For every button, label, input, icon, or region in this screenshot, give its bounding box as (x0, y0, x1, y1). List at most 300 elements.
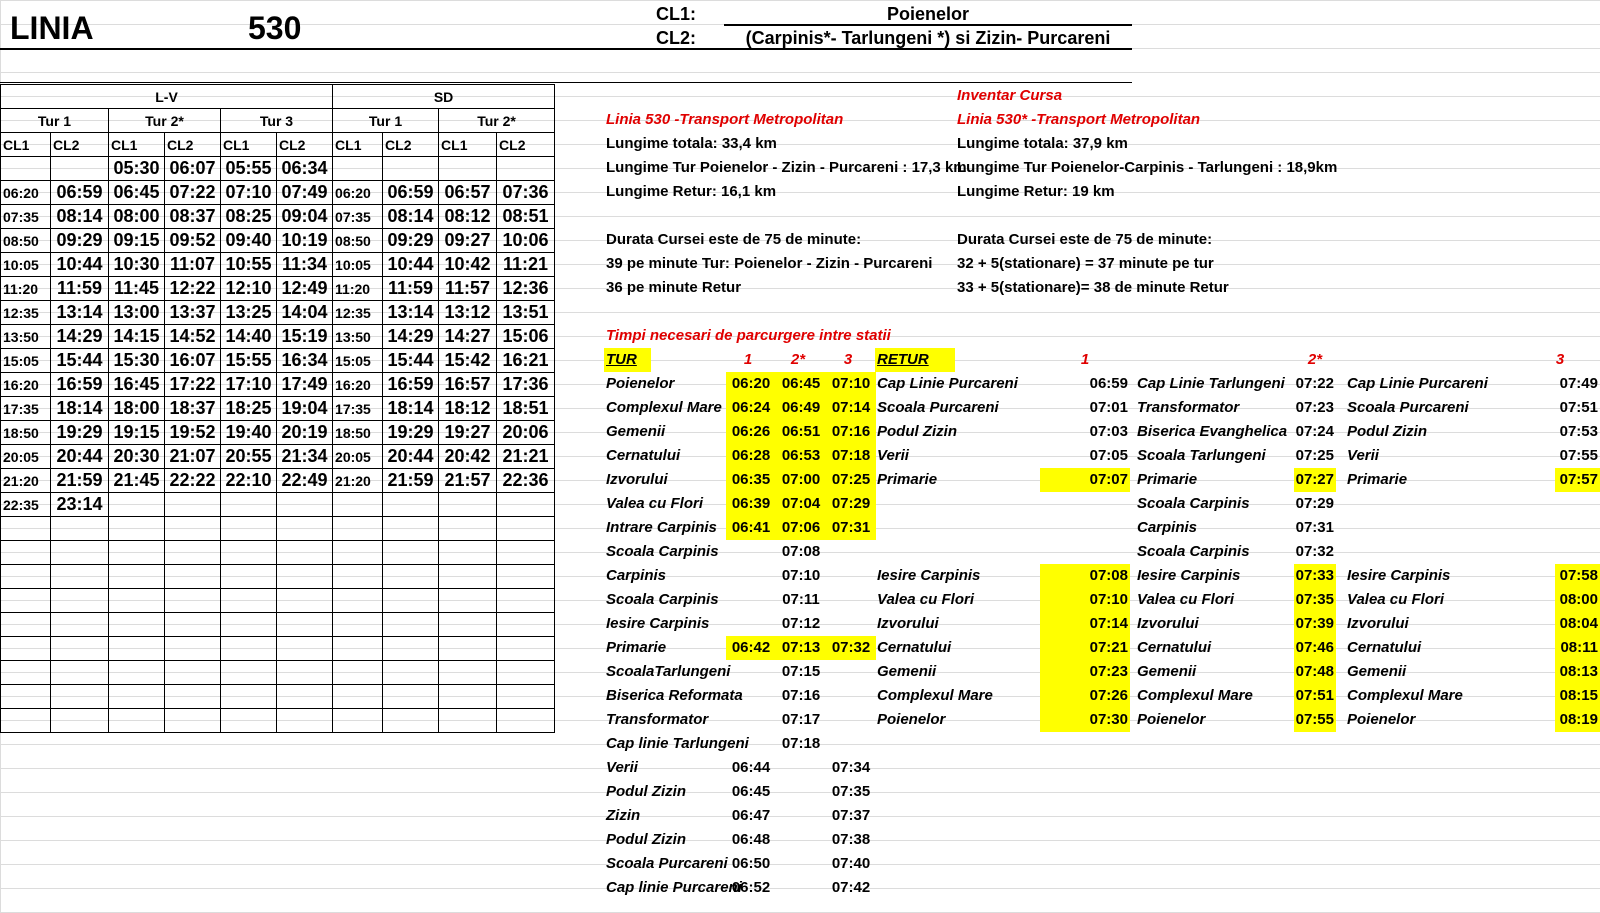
time-cell[interactable]: 17:10 (221, 373, 277, 397)
time-cell[interactable] (109, 493, 165, 517)
time-cell[interactable]: 16:20 (333, 373, 383, 397)
time-cell[interactable]: 11:20 (1, 277, 51, 301)
time-cell[interactable]: 15:30 (109, 349, 165, 373)
time-cell[interactable]: 21:59 (383, 469, 439, 493)
empty-cell[interactable] (497, 661, 555, 685)
schedule-row (1, 181, 555, 205)
time-cell[interactable]: 20:30 (109, 445, 165, 469)
empty-cell[interactable] (277, 589, 333, 613)
time-cell[interactable]: 22:10 (221, 469, 277, 493)
time-cell[interactable]: 14:40 (221, 325, 277, 349)
empty-cell[interactable] (51, 613, 109, 637)
empty-cell[interactable] (165, 589, 221, 613)
tur-time: 07:16 (826, 420, 876, 444)
empty-cell[interactable] (277, 661, 333, 685)
empty-cell[interactable] (333, 541, 383, 565)
time-cell[interactable]: 15:44 (383, 349, 439, 373)
time-cell[interactable]: 13:37 (165, 301, 221, 325)
tur-time (726, 540, 776, 564)
empty-row (1, 565, 555, 589)
empty-cell[interactable] (109, 589, 165, 613)
time-cell[interactable]: 14:15 (109, 325, 165, 349)
time-cell[interactable]: 08:51 (497, 205, 555, 229)
time-cell[interactable]: 10:19 (277, 229, 333, 253)
retur-stop-name: Podul Zizin (877, 423, 957, 440)
time-cell[interactable]: 23:14 (51, 493, 109, 517)
time-cell[interactable] (1, 157, 51, 181)
time-cell[interactable]: 10:05 (333, 253, 383, 277)
empty-cell[interactable] (277, 541, 333, 565)
empty-cell[interactable] (277, 709, 333, 733)
time-cell[interactable]: 09:15 (109, 229, 165, 253)
retur-stop-name: Poienelor (1347, 711, 1416, 728)
empty-cell[interactable] (109, 517, 165, 541)
retur-stop-name: Complexul Mare (1137, 687, 1253, 704)
time-cell[interactable]: 16:21 (497, 349, 555, 373)
time-cell[interactable]: 19:52 (165, 421, 221, 445)
info-left-durata: Durata Cursei este de 75 de minute: (606, 231, 862, 248)
empty-cell[interactable] (51, 637, 109, 661)
retur-stop-name: Cap Linie Tarlungeni (1137, 375, 1285, 392)
retur-time: 07:24 (1295, 423, 1334, 440)
time-cell[interactable]: 07:36 (497, 181, 555, 205)
time-cell[interactable]: 19:40 (221, 421, 277, 445)
time-cell[interactable]: 14:29 (383, 325, 439, 349)
time-cell[interactable]: 14:52 (165, 325, 221, 349)
empty-cell[interactable] (277, 565, 333, 589)
empty-cell[interactable] (497, 541, 555, 565)
empty-cell[interactable] (383, 541, 439, 565)
time-cell[interactable]: 21:59 (51, 469, 109, 493)
empty-cell[interactable] (497, 613, 555, 637)
tur-time (776, 852, 826, 876)
time-cell[interactable]: 13:50 (333, 325, 383, 349)
empty-cell[interactable] (1, 637, 51, 661)
empty-cell[interactable] (497, 685, 555, 709)
time-cell[interactable]: 17:49 (277, 373, 333, 397)
time-cell[interactable]: 08:50 (333, 229, 383, 253)
time-cell[interactable]: 16:59 (383, 373, 439, 397)
time-cell[interactable]: 13:25 (221, 301, 277, 325)
tur-time: 07:32 (826, 636, 876, 660)
retur-time: 07:55 (1559, 447, 1598, 464)
time-cell[interactable]: 20:19 (277, 421, 333, 445)
time-cell[interactable] (383, 157, 439, 181)
empty-cell[interactable] (1, 661, 51, 685)
time-cell[interactable]: 21:07 (165, 445, 221, 469)
time-cell[interactable]: 10:06 (497, 229, 555, 253)
tur-time: 07:31 (826, 516, 876, 540)
empty-cell[interactable] (333, 517, 383, 541)
tur-time: 06:53 (776, 444, 826, 468)
empty-cell[interactable] (109, 637, 165, 661)
time-cell[interactable]: 18:00 (109, 397, 165, 421)
time-cell[interactable]: 11:34 (277, 253, 333, 277)
schedule-row (1, 157, 555, 181)
time-cell[interactable]: 16:57 (439, 373, 497, 397)
time-cell[interactable]: 17:36 (497, 373, 555, 397)
time-cell[interactable] (497, 157, 555, 181)
time-cell[interactable]: 08:14 (383, 205, 439, 229)
time-cell[interactable]: 12:22 (165, 277, 221, 301)
time-cell[interactable]: 15:05 (1, 349, 51, 373)
empty-cell[interactable] (165, 685, 221, 709)
time-cell[interactable]: 09:40 (221, 229, 277, 253)
time-cell[interactable] (165, 493, 221, 517)
empty-cell[interactable] (277, 517, 333, 541)
empty-cell[interactable] (439, 565, 497, 589)
empty-cell[interactable] (333, 565, 383, 589)
tur-time (776, 756, 826, 780)
time-cell[interactable]: 21:21 (497, 445, 555, 469)
cl1-value: Poienelor (724, 2, 1132, 26)
tur-time: 06:48 (731, 831, 771, 848)
time-cell[interactable]: 16:20 (1, 373, 51, 397)
time-cell[interactable]: 07:10 (221, 181, 277, 205)
time-cell[interactable]: 20:44 (383, 445, 439, 469)
time-cell[interactable]: 22:49 (277, 469, 333, 493)
empty-cell[interactable] (221, 589, 277, 613)
time-cell[interactable]: 18:14 (51, 397, 109, 421)
time-cell[interactable]: 14:27 (439, 325, 497, 349)
tur-stop-name: ScoalaTarlungeni (606, 663, 731, 680)
retur-stop-name: Complexul Mare (1347, 687, 1463, 704)
time-cell[interactable]: 18:12 (439, 397, 497, 421)
empty-cell[interactable] (1, 541, 51, 565)
empty-cell[interactable] (497, 565, 555, 589)
empty-cell[interactable] (109, 661, 165, 685)
time-cell[interactable]: 10:05 (1, 253, 51, 277)
time-cell[interactable]: 08:00 (109, 205, 165, 229)
empty-cell[interactable] (439, 589, 497, 613)
time-cell[interactable] (51, 157, 109, 181)
empty-cell[interactable] (51, 541, 109, 565)
time-cell[interactable]: 18:14 (383, 397, 439, 421)
time-cell[interactable]: 12:35 (1, 301, 51, 325)
empty-cell[interactable] (165, 541, 221, 565)
time-cell[interactable]: 10:30 (109, 253, 165, 277)
time-cell[interactable]: 09:27 (439, 229, 497, 253)
time-cell[interactable]: 15:05 (333, 349, 383, 373)
time-cell[interactable]: 07:35 (1, 205, 51, 229)
column-header: CL1 (1, 133, 51, 157)
empty-cell[interactable] (1, 517, 51, 541)
time-cell[interactable]: 15:42 (439, 349, 497, 373)
empty-cell[interactable] (165, 709, 221, 733)
retur-time: 07:53 (1559, 423, 1598, 440)
time-cell[interactable]: 14:29 (51, 325, 109, 349)
time-cell[interactable]: 11:59 (383, 277, 439, 301)
empty-cell[interactable] (221, 709, 277, 733)
empty-cell[interactable] (497, 637, 555, 661)
time-cell[interactable]: 19:15 (109, 421, 165, 445)
time-cell[interactable]: 06:45 (109, 181, 165, 205)
time-cell[interactable]: 11:21 (497, 253, 555, 277)
empty-cell[interactable] (333, 613, 383, 637)
time-cell[interactable]: 10:42 (439, 253, 497, 277)
time-cell[interactable] (497, 493, 555, 517)
time-cell[interactable]: 19:27 (439, 421, 497, 445)
schedule-row (1, 325, 555, 349)
empty-cell[interactable] (333, 709, 383, 733)
tur-time (826, 588, 876, 612)
empty-cell[interactable] (439, 517, 497, 541)
tur-time: 07:08 (781, 543, 821, 560)
time-cell[interactable]: 21:34 (277, 445, 333, 469)
time-cell[interactable]: 22:36 (497, 469, 555, 493)
tur-stop-name: Podul Zizin (606, 831, 686, 848)
time-cell[interactable] (439, 493, 497, 517)
time-cell[interactable]: 17:35 (333, 397, 383, 421)
empty-cell[interactable] (165, 565, 221, 589)
time-cell[interactable] (333, 493, 383, 517)
empty-cell[interactable] (439, 709, 497, 733)
tur-time: 07:15 (781, 663, 821, 680)
tur-time: 06:39 (726, 492, 776, 516)
tur-time: 07:34 (831, 759, 871, 776)
empty-cell[interactable] (333, 589, 383, 613)
time-cell[interactable]: 16:07 (165, 349, 221, 373)
empty-cell[interactable] (165, 517, 221, 541)
time-cell[interactable]: 08:12 (439, 205, 497, 229)
time-cell[interactable] (333, 157, 383, 181)
time-cell[interactable]: 16:45 (109, 373, 165, 397)
time-cell[interactable]: 08:14 (51, 205, 109, 229)
tur-col-1: 1 (743, 351, 753, 368)
time-cell[interactable]: 06:20 (1, 181, 51, 205)
time-cell[interactable]: 20:55 (221, 445, 277, 469)
retur-stop-name: Transformator (1137, 399, 1240, 416)
column-header: CL2 (51, 133, 109, 157)
retur-stop-name: Izvorului (877, 615, 939, 632)
time-cell[interactable]: 19:29 (51, 421, 109, 445)
schedule-row (1, 397, 555, 421)
time-cell[interactable]: 16:59 (51, 373, 109, 397)
time-cell[interactable]: 15:19 (277, 325, 333, 349)
empty-cell[interactable] (1, 565, 51, 589)
tur-time: 07:16 (781, 687, 821, 704)
time-cell[interactable]: 10:44 (51, 253, 109, 277)
time-cell[interactable]: 06:20 (333, 181, 383, 205)
empty-cell[interactable] (51, 685, 109, 709)
time-cell[interactable]: 12:35 (333, 301, 383, 325)
retur-stop-name: Izvorului (1137, 615, 1199, 632)
empty-cell[interactable] (221, 517, 277, 541)
time-cell[interactable]: 07:49 (277, 181, 333, 205)
retur-stop-name: Cernatului (877, 639, 952, 656)
time-cell[interactable]: 11:45 (109, 277, 165, 301)
schedule-row (1, 277, 555, 301)
retur-time: 07:10 (1040, 588, 1130, 612)
empty-cell[interactable] (383, 589, 439, 613)
empty-row (1, 709, 555, 733)
time-cell[interactable]: 15:06 (497, 325, 555, 349)
time-cell[interactable]: 19:29 (383, 421, 439, 445)
tur-stop-name: Zizin (606, 807, 641, 824)
time-cell[interactable]: 13:50 (1, 325, 51, 349)
time-cell[interactable]: 21:20 (1, 469, 51, 493)
empty-cell[interactable] (51, 589, 109, 613)
time-cell[interactable] (277, 493, 333, 517)
time-cell[interactable]: 21:57 (439, 469, 497, 493)
column-header: CL1 (109, 133, 165, 157)
time-cell[interactable]: 18:25 (221, 397, 277, 421)
time-cell[interactable]: 22:35 (1, 493, 51, 517)
tur-stop-name: Cernatului (606, 447, 681, 464)
info-right-retur: Lungime Retur: 19 km (957, 183, 1115, 200)
time-cell[interactable]: 05:55 (221, 157, 277, 181)
time-cell[interactable]: 10:44 (383, 253, 439, 277)
time-cell[interactable]: 06:34 (277, 157, 333, 181)
empty-cell[interactable] (109, 613, 165, 637)
time-cell[interactable]: 18:50 (1, 421, 51, 445)
retur-stop-name: Verii (877, 447, 909, 464)
empty-cell[interactable] (109, 685, 165, 709)
time-cell[interactable]: 09:04 (277, 205, 333, 229)
info-left-retur: Lungime Retur: 16,1 km (606, 183, 777, 200)
time-cell[interactable]: 11:20 (333, 277, 383, 301)
empty-cell[interactable] (383, 709, 439, 733)
empty-cell[interactable] (439, 541, 497, 565)
time-cell[interactable]: 20:05 (1, 445, 51, 469)
empty-cell[interactable] (221, 565, 277, 589)
empty-cell[interactable] (51, 565, 109, 589)
linia-label: LINIA (10, 10, 94, 46)
retur-time: 07:26 (1040, 684, 1130, 708)
time-cell[interactable]: 21:20 (333, 469, 383, 493)
time-cell[interactable]: 12:10 (221, 277, 277, 301)
time-cell[interactable]: 06:07 (165, 157, 221, 181)
empty-cell[interactable] (109, 565, 165, 589)
time-cell[interactable]: 20:44 (51, 445, 109, 469)
time-cell[interactable] (221, 493, 277, 517)
tur-time: 06:41 (726, 516, 776, 540)
time-cell[interactable]: 07:22 (165, 181, 221, 205)
time-cell[interactable]: 11:59 (51, 277, 109, 301)
time-cell[interactable]: 11:57 (439, 277, 497, 301)
time-cell[interactable]: 06:57 (439, 181, 497, 205)
time-cell[interactable]: 19:04 (277, 397, 333, 421)
time-cell[interactable]: 13:14 (51, 301, 109, 325)
empty-cell[interactable] (221, 541, 277, 565)
time-cell[interactable]: 08:37 (165, 205, 221, 229)
empty-cell[interactable] (383, 565, 439, 589)
time-cell[interactable]: 06:59 (383, 181, 439, 205)
time-cell[interactable]: 20:42 (439, 445, 497, 469)
empty-cell[interactable] (109, 709, 165, 733)
time-cell[interactable]: 09:29 (383, 229, 439, 253)
empty-cell[interactable] (383, 613, 439, 637)
time-cell[interactable]: 14:04 (277, 301, 333, 325)
time-cell[interactable] (439, 157, 497, 181)
empty-cell[interactable] (51, 517, 109, 541)
empty-cell[interactable] (439, 637, 497, 661)
empty-cell[interactable] (383, 637, 439, 661)
empty-cell[interactable] (439, 613, 497, 637)
empty-cell[interactable] (165, 637, 221, 661)
time-cell[interactable]: 08:25 (221, 205, 277, 229)
empty-cell[interactable] (165, 613, 221, 637)
tur-col-3: 3 (843, 351, 853, 368)
time-cell[interactable]: 20:05 (333, 445, 383, 469)
time-cell[interactable]: 21:45 (109, 469, 165, 493)
time-cell[interactable]: 13:51 (497, 301, 555, 325)
tur-time: 07:42 (831, 879, 871, 896)
empty-cell[interactable] (109, 541, 165, 565)
empty-cell[interactable] (277, 613, 333, 637)
time-cell[interactable]: 12:36 (497, 277, 555, 301)
empty-cell[interactable] (383, 685, 439, 709)
empty-cell[interactable] (165, 661, 221, 685)
time-cell[interactable]: 22:22 (165, 469, 221, 493)
time-cell[interactable]: 15:44 (51, 349, 109, 373)
time-cell[interactable]: 18:37 (165, 397, 221, 421)
empty-cell[interactable] (497, 709, 555, 733)
time-cell[interactable]: 06:59 (51, 181, 109, 205)
time-cell[interactable]: 18:51 (497, 397, 555, 421)
tur-time (776, 828, 826, 852)
time-cell[interactable]: 08:50 (1, 229, 51, 253)
time-cell[interactable]: 13:14 (383, 301, 439, 325)
time-cell[interactable]: 16:34 (277, 349, 333, 373)
time-cell[interactable]: 07:35 (333, 205, 383, 229)
empty-cell[interactable] (221, 637, 277, 661)
time-cell[interactable]: 18:50 (333, 421, 383, 445)
schedule-row (1, 253, 555, 277)
time-cell[interactable]: 10:55 (221, 253, 277, 277)
empty-cell[interactable] (277, 637, 333, 661)
retur-stop-name: Gemenii (1137, 663, 1197, 680)
time-cell[interactable]: 13:00 (109, 301, 165, 325)
time-cell[interactable]: 12:49 (277, 277, 333, 301)
empty-cell[interactable] (333, 685, 383, 709)
tur-time: 06:50 (731, 855, 771, 872)
time-cell[interactable]: 05:30 (109, 157, 165, 181)
time-cell[interactable]: 13:12 (439, 301, 497, 325)
empty-cell[interactable] (1, 685, 51, 709)
empty-cell[interactable] (383, 517, 439, 541)
empty-cell[interactable] (439, 661, 497, 685)
empty-cell[interactable] (333, 637, 383, 661)
empty-cell[interactable] (333, 661, 383, 685)
time-cell[interactable]: 09:29 (51, 229, 109, 253)
empty-cell[interactable] (1, 709, 51, 733)
time-cell[interactable]: 09:52 (165, 229, 221, 253)
empty-cell[interactable] (383, 661, 439, 685)
empty-cell[interactable] (221, 613, 277, 637)
empty-cell[interactable] (51, 709, 109, 733)
schedule-row (1, 229, 555, 253)
tur-time: 07:04 (776, 492, 826, 516)
empty-cell[interactable] (277, 685, 333, 709)
empty-cell[interactable] (221, 661, 277, 685)
time-cell[interactable]: 17:22 (165, 373, 221, 397)
time-cell[interactable]: 15:55 (221, 349, 277, 373)
time-cell[interactable] (383, 493, 439, 517)
empty-cell[interactable] (1, 613, 51, 637)
empty-cell[interactable] (439, 685, 497, 709)
time-cell[interactable]: 20:06 (497, 421, 555, 445)
time-cell[interactable]: 11:07 (165, 253, 221, 277)
empty-cell[interactable] (497, 517, 555, 541)
empty-cell[interactable] (221, 685, 277, 709)
empty-cell[interactable] (497, 589, 555, 613)
tur-time: 06:42 (726, 636, 776, 660)
empty-cell[interactable] (51, 661, 109, 685)
time-cell[interactable]: 17:35 (1, 397, 51, 421)
empty-cell[interactable] (1, 589, 51, 613)
tur-stop-name: Poienelor (606, 375, 675, 392)
